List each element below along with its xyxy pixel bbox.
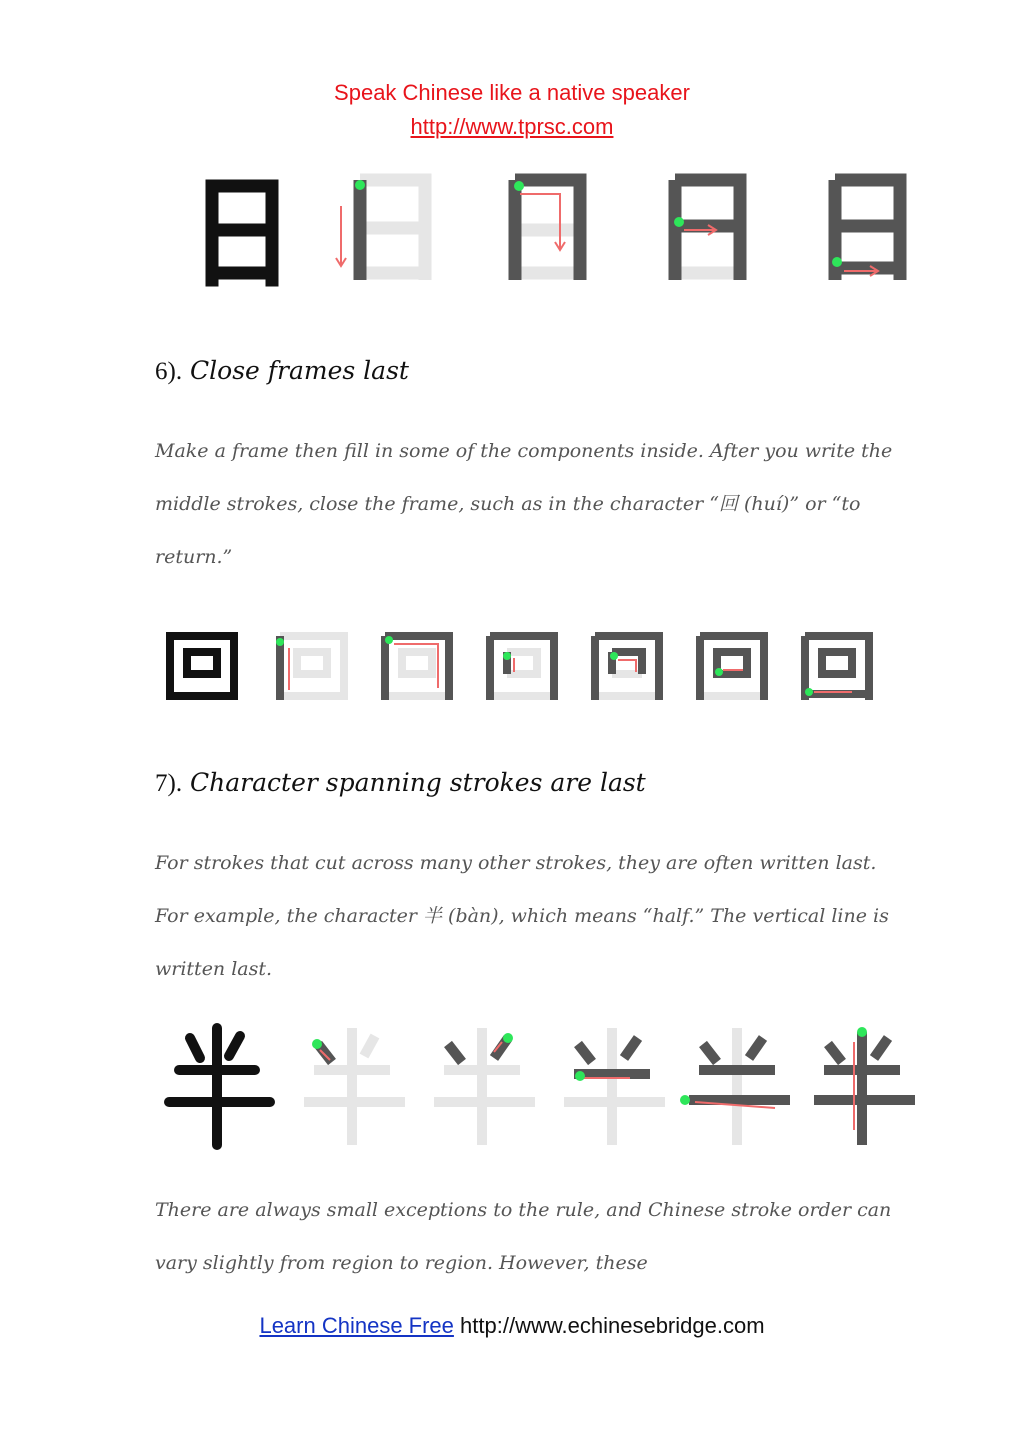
frame-stroke-5 [814,1027,915,1145]
frame-complete [170,636,234,696]
frame-stroke-3 [490,636,554,700]
frame-stroke-4 [832,180,900,280]
header-link[interactable]: http://www.tprsc.com [410,114,614,139]
section7-title: Character spanning strokes are last [190,768,646,797]
frame-stroke-4 [595,636,659,700]
frame-stroke-4 [680,1028,790,1145]
frame-stroke-1 [304,1028,405,1145]
frame-complete [169,1028,270,1145]
section6-number: 6). [155,358,183,385]
section6-body: Make a frame then fill in some of the components inside. After you write the middle strokes, close the frame, such as in the character “回 (huí)” or “to return.” [155,440,893,568]
stroke-strip-ban [165,1020,925,1155]
frame-stroke-2 [385,636,449,700]
section7-heading [155,768,646,798]
frame-stroke-5 [700,636,764,700]
header-url [0,114,1024,140]
footer [0,1313,1024,1339]
section7-body: For strokes that cut across many other strokes, they are often written last. For example, the character 半 (bàn), which means “half.” The vertical line is written last. [155,852,889,980]
frame-stroke-3 [674,180,740,280]
stroke-strip-hui [165,630,895,710]
frame-stroke-6 [805,636,869,700]
section6-heading [155,356,409,386]
header-title: Speak Chinese like a native speaker [334,80,690,105]
frame-stroke-1 [276,636,344,700]
section6-title: Close frames last [190,356,409,385]
stroke-strip-ri [190,168,920,298]
footer-url: http://www.echinesebridge.com [460,1313,765,1338]
frame-stroke-2 [434,1028,535,1145]
frame-stroke-1 [336,180,425,280]
section7-number: 7). [155,770,183,797]
frame-stroke-2 [514,180,580,280]
frame-complete [212,186,272,280]
footer-link[interactable]: Learn Chinese Free [259,1313,454,1338]
closing-body: There are always small exceptions to the rule, and Chinese stroke order can vary slightly from region to region. However, these [155,1199,892,1274]
frame-stroke-3 [564,1028,665,1145]
